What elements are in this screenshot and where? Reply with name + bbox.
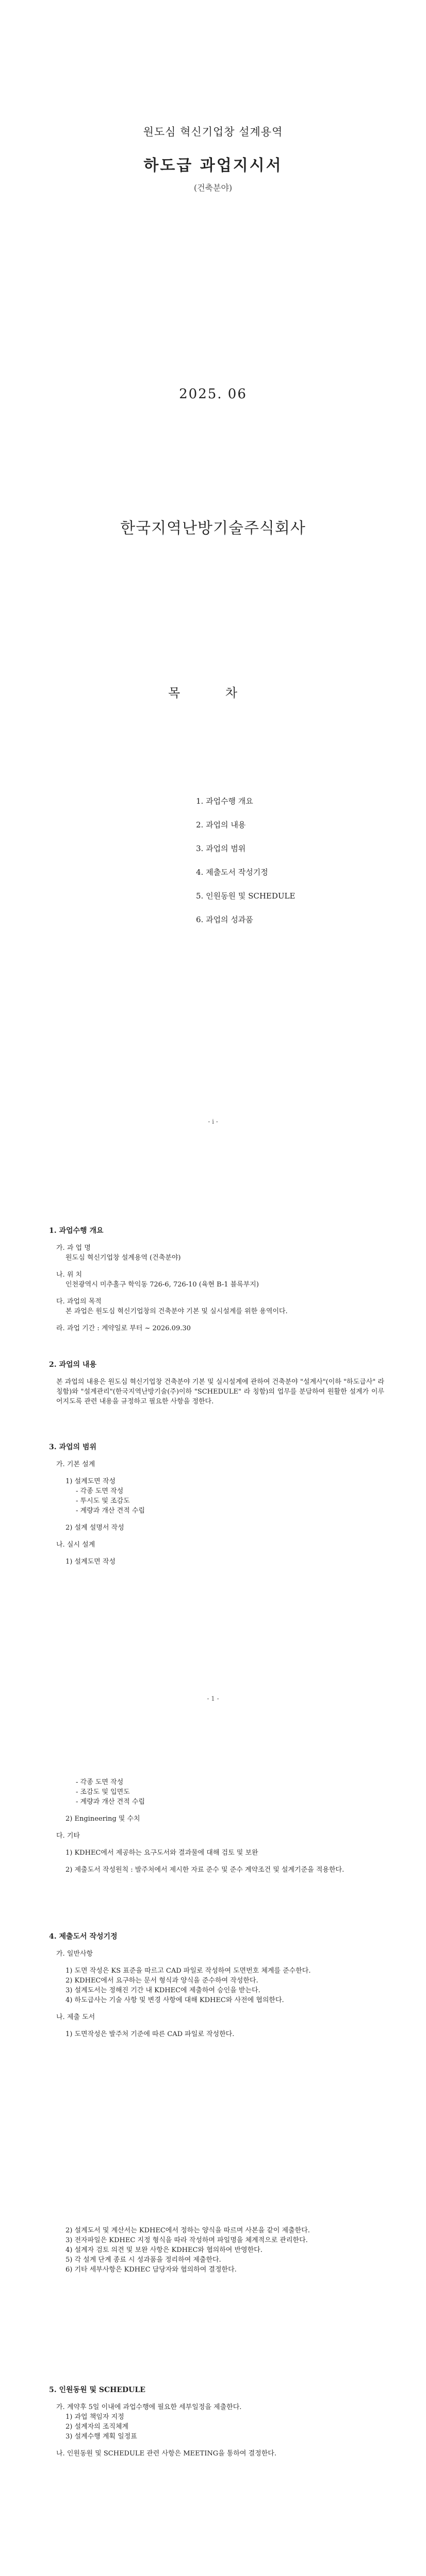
page-number: - i - xyxy=(208,1118,218,1125)
item-label: 가. 일반사항 xyxy=(56,1950,93,1958)
cover-category: (건축분야) xyxy=(193,183,233,193)
item-value: 2) 설계 설명서 작성 xyxy=(65,1524,124,1532)
item-value: 2) 제출도서 작성원칙 : 발주처에서 제시한 자료 준수 및 준수 계약조건 및 설계기준을 적용한다. xyxy=(65,1866,345,1874)
item-value: 3) 설계도서는 정해진 기간 내 KDHEC에 제출하여 승인을 받는다. xyxy=(65,1987,260,1994)
item-label: 다. 기타 xyxy=(56,1832,80,1840)
section-heading: 5. 인원동원 및 SCHEDULE xyxy=(49,2386,145,2394)
item-value: 1) 과업 책임자 지정 xyxy=(65,2413,124,2421)
item-value: 1) 설계도면 작성 xyxy=(65,1558,116,1566)
item-value: 5) 각 설계 단계 종료 시 성과품을 정리하여 제출한다. xyxy=(65,2256,221,2264)
page-number: - 1 - xyxy=(207,1695,219,1702)
item-value: 4) 하도급사는 기술 사항 및 변경 사항에 대해 KDHEC와 사전에 협의한다. xyxy=(65,1996,284,2004)
item-value: 2) Engineering 및 수치 xyxy=(65,1815,140,1823)
item-label: 나. 제출 도서 xyxy=(56,2013,95,2021)
item-value: 본 과업은 원도심 혁신기업창의 건축분야 기본 및 실시설계를 위한 용역이다. xyxy=(65,1308,288,1315)
section-scope xyxy=(49,1443,384,1567)
section-schedule xyxy=(49,2385,384,2459)
toc-item: 5. 인원동원 및 SCHEDULE xyxy=(196,891,296,901)
cover-title: 하도급 과업지시서 xyxy=(143,157,283,175)
section-overview xyxy=(49,1226,384,1333)
item-label: 나. 위 치 xyxy=(56,1271,83,1279)
item-label: 나. 인원동원 및 SCHEDULE 관련 사항은 MEETING을 통하여 결정한다. xyxy=(56,2450,276,2458)
item-label: 라. 과업 기간 : 계약일로 부터 ~ 2026.09.30 xyxy=(56,1325,191,1332)
item-value: - 각종 도면 작성 xyxy=(76,1778,124,1786)
item-label: 가. 기본 설계 xyxy=(56,1461,95,1468)
section-heading: 2. 과업의 내용 xyxy=(49,1361,96,1369)
section-scope-continued xyxy=(49,1777,384,1875)
toc-item: 4. 제출도서 작성기정 xyxy=(196,868,268,877)
section-contents xyxy=(49,1360,384,1406)
toc-item: 1. 과업수행 개요 xyxy=(196,796,253,806)
toc-title: 목 차 xyxy=(168,686,258,700)
toc-item: 6. 과업의 성과품 xyxy=(196,915,253,924)
section-paragraph: 본 과업의 내용은 원도심 혁신기업창 건축분야 기본 및 실시설계에 관하여 건축분야 "설계사"(이하 "하도급사" 라 칭함)와 "설계관리"(한국지역난방기술(주)이하 "SCHEDULE" 라 칭함)의 업무를 분담하여 원활한 설계가 이루어지도록 관련 내용을 규정하고 필요한 사항을 정한다. xyxy=(56,1378,384,1405)
item-value: 원도심 혁신기업창 설계용역 (건축분야) xyxy=(65,1254,181,1262)
item-value: 6) 기타 세부사항은 KDHEC 담당자와 협의하여 결정한다. xyxy=(65,2266,237,2274)
toc-list xyxy=(196,789,295,931)
item-value: - 투시도 및 조감도 xyxy=(76,1497,130,1505)
item-value: 3) 설계수행 계획 일정표 xyxy=(65,2433,137,2441)
section-heading: 3. 과업의 범위 xyxy=(49,1443,96,1451)
item-value: - 계량과 개산 견적 수립 xyxy=(76,1798,145,1806)
section-heading: 1. 과업수행 개요 xyxy=(49,1227,104,1235)
section-heading: 4. 제출도서 작성기정 xyxy=(49,1933,118,1941)
item-label: 다. 과업의 목적 xyxy=(56,1298,102,1306)
item-value: 1) 설계도면 작성 xyxy=(65,1478,116,1485)
item-value: - 조감도 및 입면도 xyxy=(76,1788,130,1796)
item-label: 나. 실시 설계 xyxy=(56,1541,95,1549)
item-value: 1) KDHEC에서 제공하는 요구도서와 결과물에 대해 검토 및 보완 xyxy=(65,1849,258,1857)
item-value: - 각종 도면 작성 xyxy=(76,1487,124,1495)
item-value: 인천광역시 미추홀구 학익동 726-6, 726-10 (육현 B-1 블록부지) xyxy=(65,1281,259,1289)
toc-item: 2. 과업의 내용 xyxy=(196,820,246,829)
item-value: 2) 설계도서 및 계산서는 KDHEC에서 정하는 양식을 따르며 사본을 같이 제출한다. xyxy=(65,2227,310,2234)
item-label: 가. 과 업 명 xyxy=(56,1244,91,1252)
cover-company: 한국지역난방기술주식회사 xyxy=(120,519,306,537)
cover-subtitle: 원도심 혁신기업창 설계용역 xyxy=(143,126,283,138)
cover-date: 2025. 06 xyxy=(179,386,247,402)
item-value: 2) KDHEC에서 요구하는 문서 형식과 양식을 준수하여 작성한다. xyxy=(65,1977,258,1985)
item-value: - 계량과 개산 견적 수립 xyxy=(76,1507,145,1515)
item-label: 가. 계약후 5일 이내에 과업수행에 필요한 세부일정을 제출한다. xyxy=(56,2403,242,2411)
toc-item: 3. 과업의 범위 xyxy=(196,844,246,853)
item-value: 1) 도면 작성은 KS 표준을 따르고 CAD 파일로 작성하여 도면번호 체계를 준수한다. xyxy=(65,1967,311,1975)
section-deliverable-rules-continued xyxy=(49,2226,384,2275)
item-value: 4) 설계자 검토 의견 및 보완 사항은 KDHEC와 협의하여 반영한다. xyxy=(65,2246,263,2254)
item-value: 3) 전자파일은 KDHEC 지정 형식을 따라 작성하며 파일명을 체계적으로 관리한다. xyxy=(65,2236,308,2244)
item-value: 1) 도면작성은 발주처 기준에 따른 CAD 파일로 작성한다. xyxy=(65,2030,235,2038)
section-deliverable-rules xyxy=(49,1932,384,2039)
item-value: 2) 설계자의 조직체계 xyxy=(65,2423,129,2431)
